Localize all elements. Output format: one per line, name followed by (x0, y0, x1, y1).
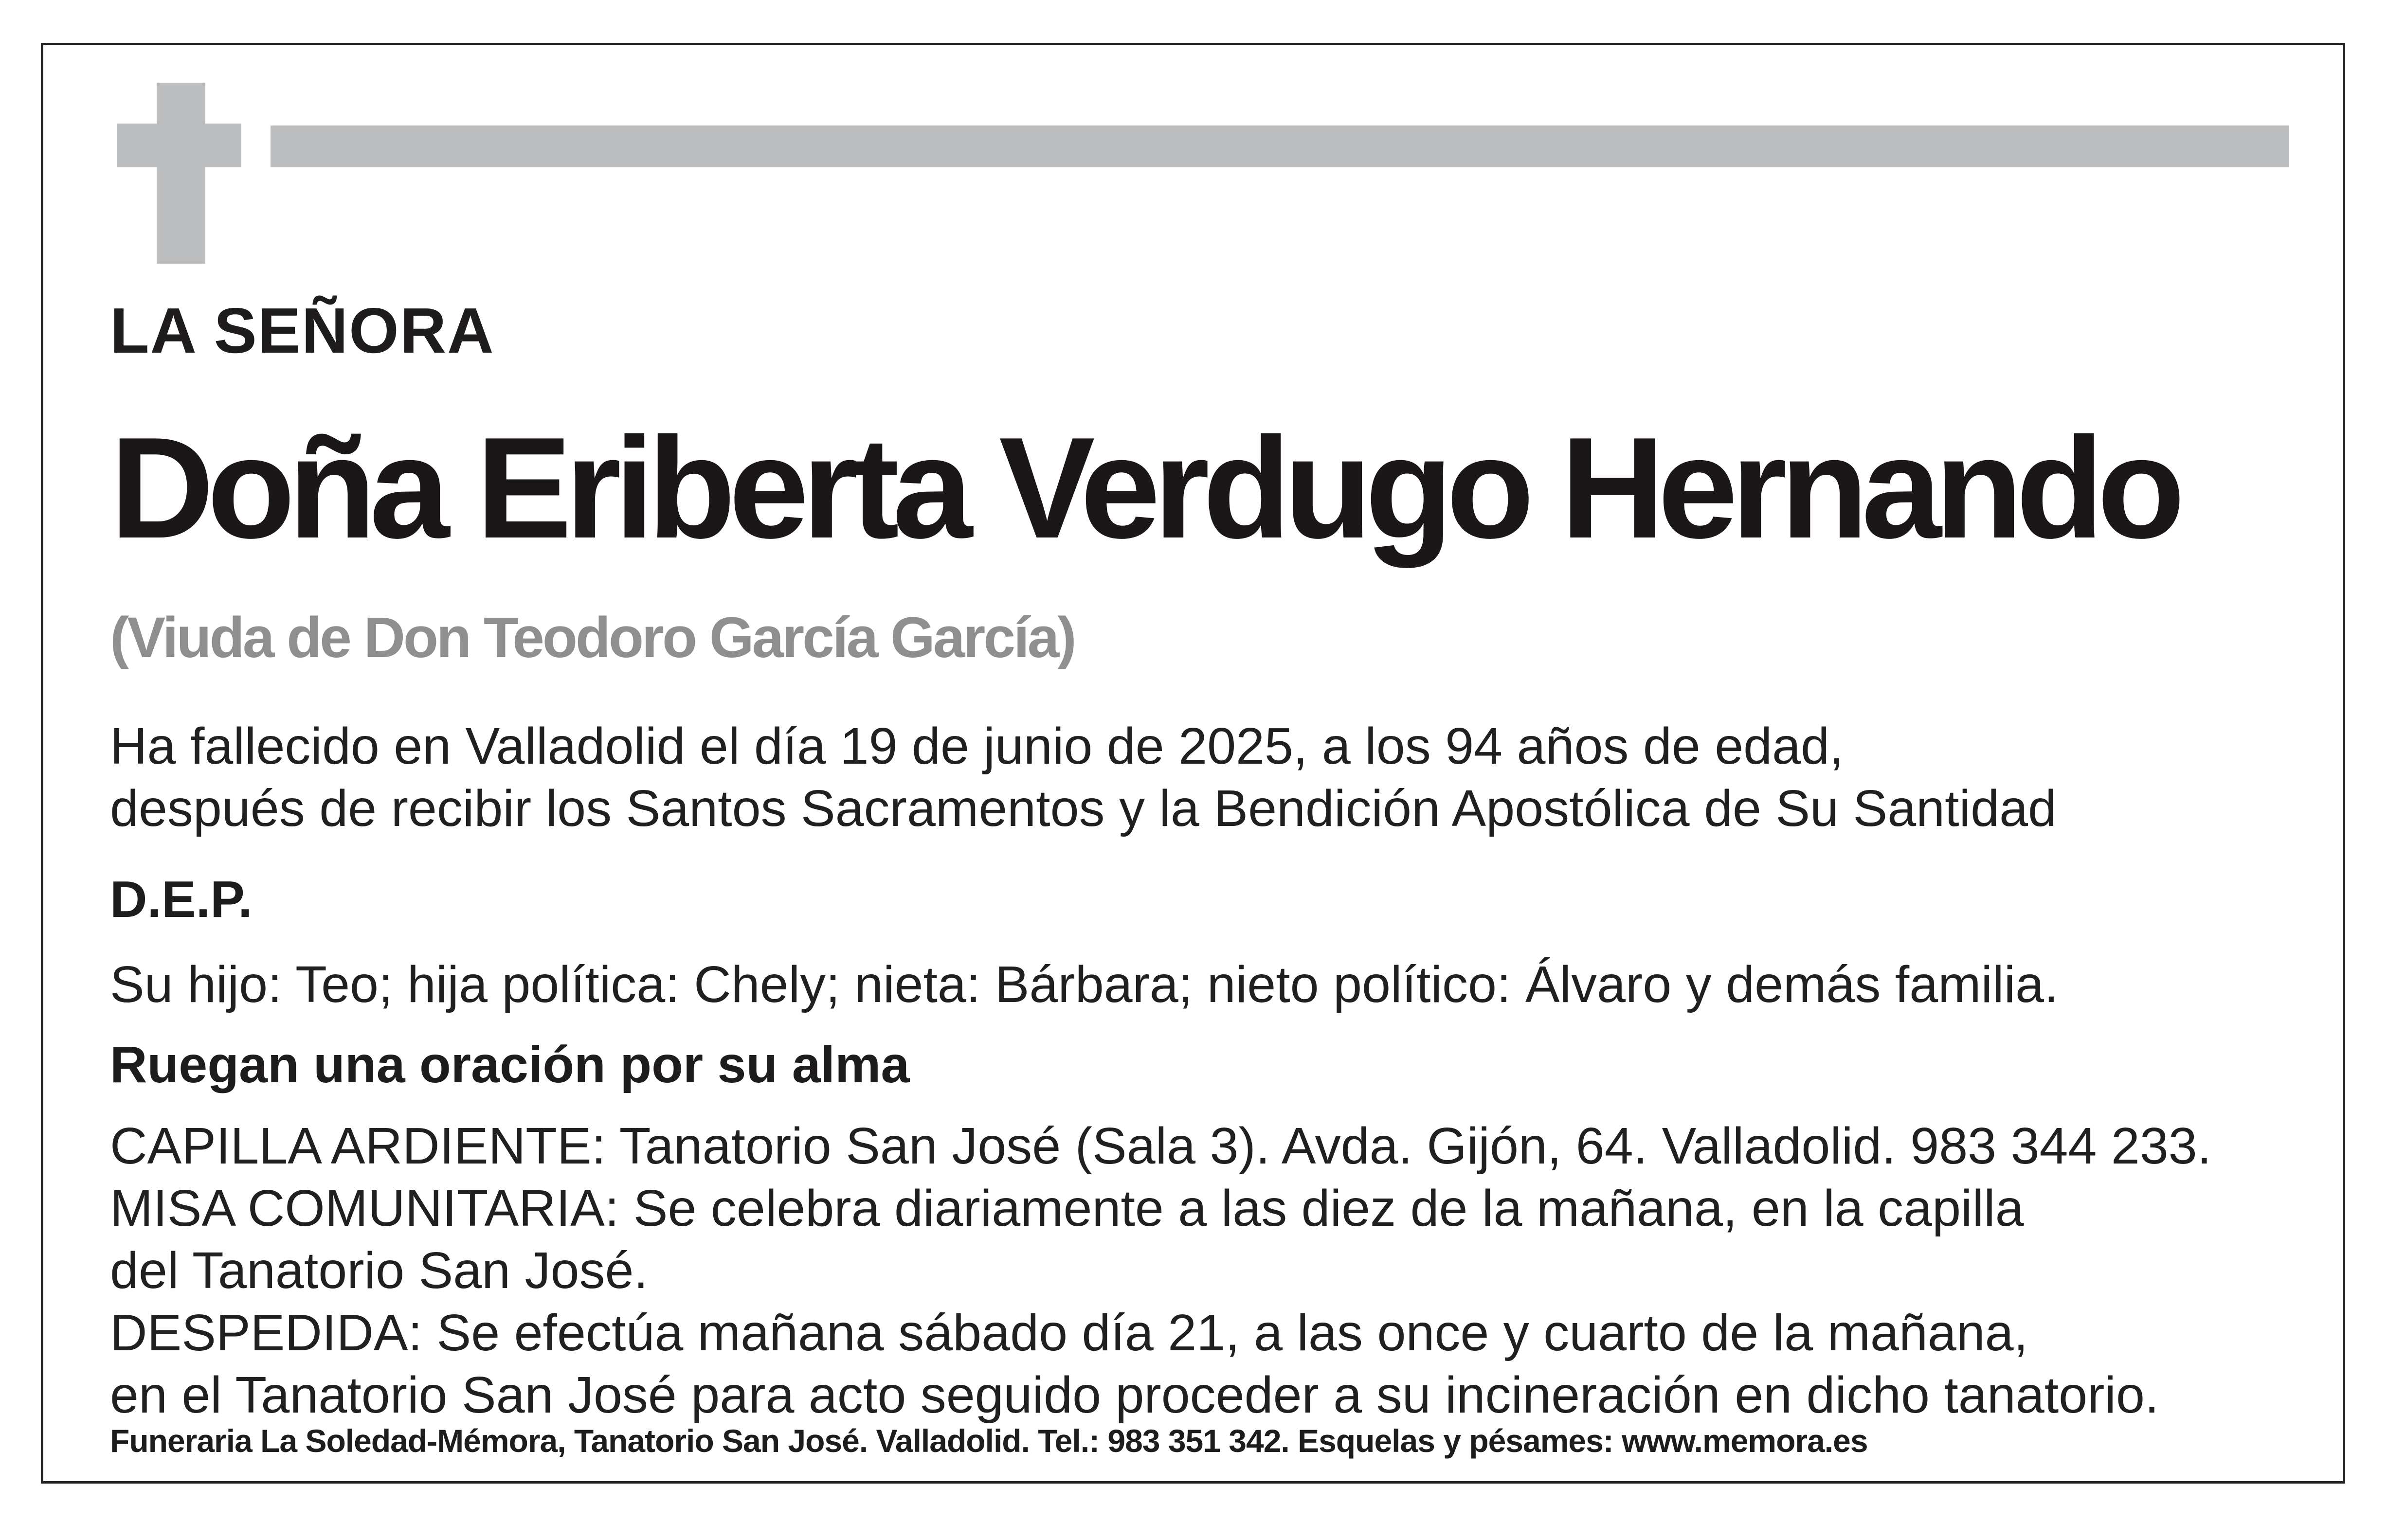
service-details-line: MISA COMUNITARIA: Se celebra diariamente a las diez de la mañana, en la capilla (110, 1180, 2024, 1237)
service-details-line: DESPEDIDA: Se efectúa mañana sábado día 21, a las once y cuarto de la mañana, (110, 1304, 2028, 1361)
rip-label: D.E.P. (110, 871, 253, 928)
cross-horizontal-bar (117, 124, 241, 167)
deceased-name: Doña Eriberta Verdugo Hernando (110, 407, 2178, 568)
title-label: LA SEÑORA (110, 295, 495, 366)
service-details-line: del Tanatorio San José. (110, 1242, 648, 1299)
funeral-home-footer: Funeraria La Soledad-Mémora, Tanatorio San José. Valladolid. Tel.: 983 351 342. Esquelas y pésames: www.memora.es (110, 1423, 1868, 1459)
service-details (110, 1115, 2211, 1426)
service-details-line: en el Tanatorio San José para acto seguido proceder a su incineración en dicho tanatorio. (110, 1366, 2159, 1424)
service-details-line: CAPILLA ARDIENTE: Tanatorio San José (Sala 3). Avda. Gijón, 64. Valladolid. 983 344 233. (110, 1117, 2212, 1175)
widow-line: (Viuda de Don Teodoro García García) (110, 606, 1075, 670)
prayer-request: Ruegan una oración por su alma (110, 1036, 910, 1093)
cross-vertical-bar (157, 83, 205, 264)
family-list: Su hijo: Teo; hija política: Chely; nieta: Bárbara; nieto político: Álvaro y demás familia. (110, 956, 2059, 1013)
death-announcement-line: Ha fallecido en Valladolid el día 19 de junio de 2025, a los 94 años de edad, (110, 717, 1844, 775)
death-announcement (110, 715, 2057, 840)
death-announcement-line: después de recibir los Santos Sacramentos y la Bendición Apostólica de Su Santidad (110, 780, 2057, 837)
header-rule (271, 125, 2289, 167)
